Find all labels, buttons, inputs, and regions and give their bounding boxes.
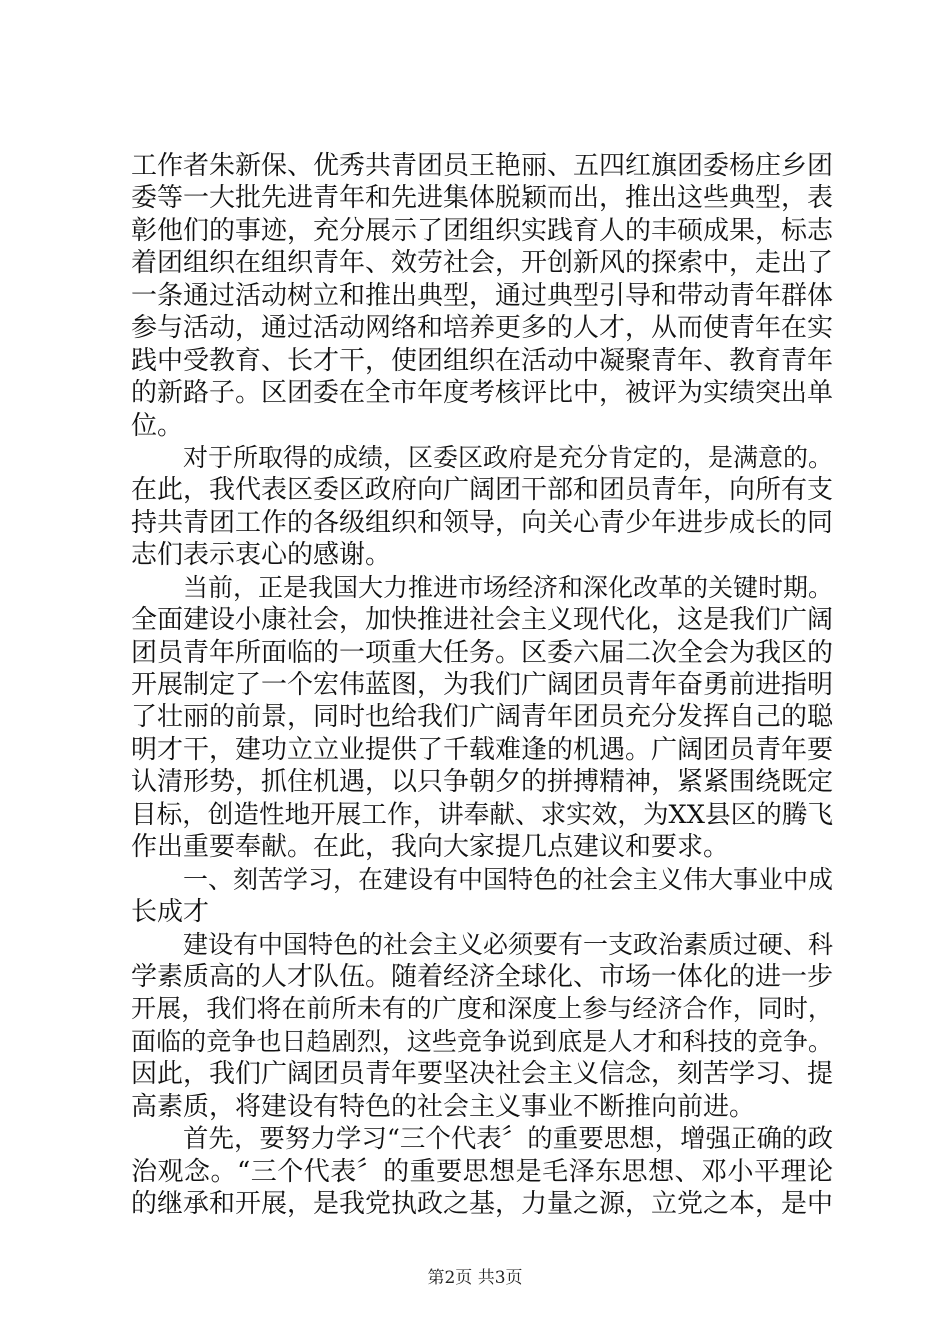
paragraph-line: 开展，我们将在前所未有的广度和深度上参与经济合作，同时， xyxy=(131,994,833,1024)
paragraph-line: 治观念。“三个代表〞的重要思想是毛泽东思想、邓小平理论 xyxy=(131,1156,833,1187)
paragraph-line: 学素质高的人才队伍。随着经济全球化、市场一体化的进一步 xyxy=(131,961,834,992)
paragraph-line: 工作者朱新保、优秀共青团员王艳丽、五四红旗团委杨庄乡团 xyxy=(131,151,834,181)
paragraph-line: 建设有中国特色的社会主义必须要有一支政治素质过硬、科 xyxy=(183,929,834,959)
paragraph xyxy=(131,150,833,442)
paragraph-line: 长成才 xyxy=(131,897,210,928)
paragraph-line: 明才干，建功立立业提供了千载难逢的机遇。广阔团员青年要 xyxy=(131,734,834,765)
paragraph-line: 了壮丽的前景，同时也给我们广阔青年团员充分发挥自己的聪 xyxy=(131,702,834,733)
paragraph-line: 作出重要奉献。在此，我向大家提几点建议和要求。 xyxy=(131,832,730,863)
paragraph-line: 一、刻苦学习，在建设有中国特色的社会主义伟大事业中成 xyxy=(183,864,834,894)
page-footer xyxy=(0,1266,950,1290)
paragraph-line: 位。 xyxy=(131,410,184,441)
paragraph-line: 的继承和开展，是我党执政之基，力量之源，立党之本，是中 xyxy=(131,1189,834,1219)
paragraph-line: 参与活动，通过活动网络和培养更多的人才，从而使青年在实 xyxy=(131,313,834,344)
paragraph-line: 首先，要努力学习“三个代表〞的重要思想，增强正确的政 xyxy=(183,1124,833,1155)
paragraph xyxy=(131,929,833,1124)
paragraph-line: 的新路子。区团委在全市年度考核评比中，被评为实绩突出单 xyxy=(131,378,834,409)
paragraph xyxy=(131,1123,833,1220)
paragraph xyxy=(131,572,833,864)
page-number-label: 第2页 共3页 xyxy=(427,1268,523,1288)
paragraph-line: 当前，正是我国大力推进市场经济和深化改革的关键时期。 xyxy=(183,572,834,602)
paragraph-line: 践中受教育、长才干，使团组织在活动中凝聚青年、教育青年 xyxy=(131,345,834,376)
paragraph-line: 对于所取得的成绩，区委区政府是充分肯定的，是满意的。 xyxy=(183,442,834,472)
paragraph-line: 委等一大批先进青年和先进集体脱颖而出，推出这些典型，表 xyxy=(131,183,834,214)
paragraph-line: 认清形势，抓住机遇，以只争朝夕的拼搏精神，紧紧围绕既定 xyxy=(131,767,834,798)
paragraph-line: 团员青年所面临的一项重大任务。区委六届二次全会为我区的 xyxy=(131,637,834,668)
paragraph-line: 着团组织在组织青年、效劳社会，开创新风的探索中，走出了 xyxy=(131,248,834,279)
paragraph-line: 彰他们的事迹，充分展示了团组织实践育人的丰硕成果，标志 xyxy=(131,215,834,246)
paragraph-line: 全面建设小康社会，加快推进社会主义现代化，这是我们广阔 xyxy=(131,605,834,636)
paragraph-line: 因此，我们广阔团员青年要坚决社会主义信念，刻苦学习、提 xyxy=(131,1059,834,1090)
paragraph-line: 开展制定了一个宏伟蓝图，为我们广阔团员青年奋勇前进指明 xyxy=(131,670,834,700)
paragraph-line: 高素质，将建设有特色的社会主义事业不断推向前进。 xyxy=(131,1091,756,1122)
paragraph xyxy=(131,864,833,929)
paragraph-line: 一条通过活动树立和推出典型，通过典型引导和带动青年群体 xyxy=(131,280,834,311)
paragraph-line: 志们表示衷心的感谢。 xyxy=(131,540,392,571)
document-body xyxy=(131,150,833,1220)
paragraph-line: 持共青团工作的各级组织和领导，向关心青少年进步成长的同 xyxy=(131,507,834,538)
paragraph-line: 目标，创造性地开展工作，讲奉献、求实效，为XX县区的腾飞 xyxy=(131,799,833,830)
paragraph-line: 面临的竞争也日趋剧烈，这些竞争说到底是人才和科技的竞争。 xyxy=(131,1026,833,1056)
paragraph-line: 在此，我代表区委区政府向广阔团干部和团员青年，向所有支 xyxy=(131,475,834,506)
paragraph xyxy=(131,442,833,572)
